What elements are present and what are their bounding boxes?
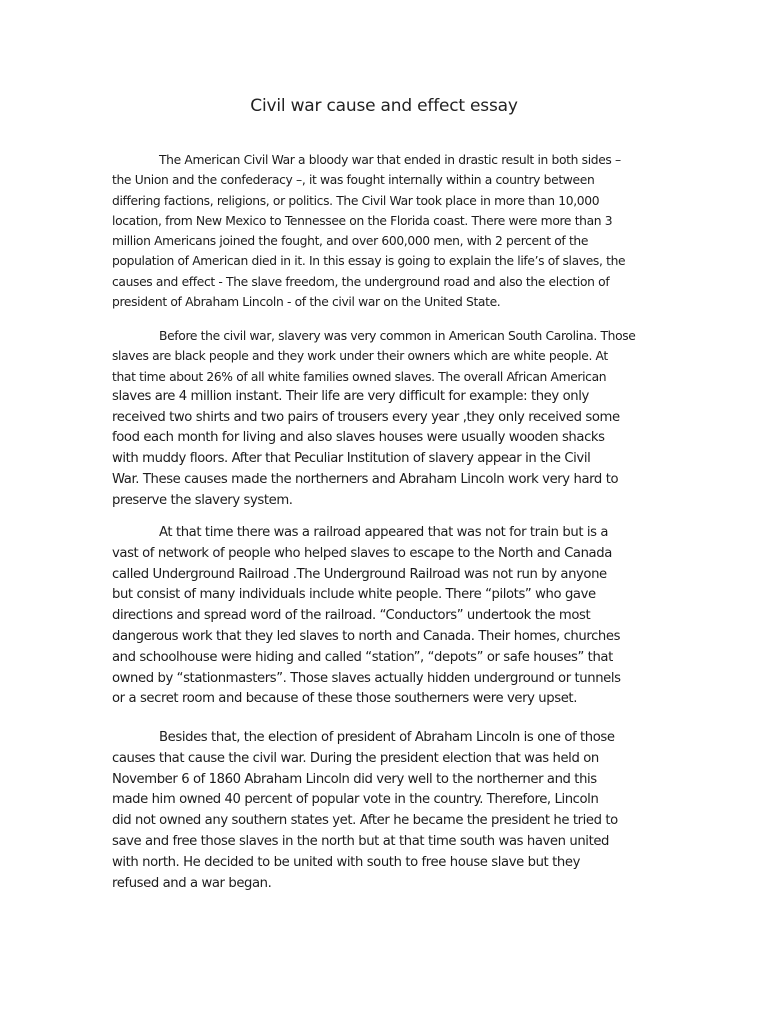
paragraph-line: Besides that, the election of president of Abraham Lincoln is one of those [159, 730, 615, 745]
paragraph-line: that time about 26% of all white families owned slaves. The overall African American [112, 369, 607, 384]
paragraph-line: The American Civil War a bloody war that ended in drastic result in both sides – [159, 153, 621, 167]
paragraph-line: owned by “stationmasters”. Those slaves actually hidden underground or tunnels [112, 670, 621, 686]
essay-title: Civil war cause and effect essay [250, 96, 518, 116]
paragraph-line: slaves are 4 million instant. Their life are very difficult for example: they only [112, 388, 589, 404]
paragraph-line: vast of network of people who helped slaves to escape to the North and Canada [112, 545, 612, 561]
paragraph-line: or a secret room and because of these those southerners were very upset. [112, 691, 577, 707]
paragraph-1 [112, 150, 672, 312]
paragraph-line: War. These causes made the northerners and Abraham Lincoln work very hard to [112, 472, 619, 488]
paragraph-line: but consist of many individuals include white people. There “pilots” who gave [112, 587, 596, 603]
paragraph-line: refused and a war began. [112, 875, 272, 891]
paragraph-line: president of Abraham Lincoln - of the civil war on the United State. [112, 295, 501, 310]
paragraph-line: food each month for living and also slaves houses were usually wooden shacks [112, 430, 605, 446]
paragraph-line: save and free those slaves in the north but at that time south was haven united [112, 833, 610, 849]
paragraph-line: directions and spread word of the railroad. “Conductors” undertook the most [112, 608, 591, 624]
paragraph-line: the Union and the confederacy –, it was fought internally within a country between [112, 173, 595, 188]
paragraph-line: slaves are black people and they work under their owners which are white people. At [112, 349, 608, 364]
paragraph-line: with muddy floors. After that Peculiar Institution of slavery appear in the Civil [112, 451, 591, 467]
paragraph-line: and schoolhouse were hiding and called “station”, “depots” or safe houses” that [112, 649, 613, 665]
paragraph-2 [112, 326, 672, 512]
paragraph-line: differing factions, religions, or politics. The Civil War took place in more than 10,000 [112, 193, 600, 208]
paragraph-line: made him owned 40 percent of popular vote in the country. Therefore, Lincoln [112, 792, 599, 808]
paragraph-line: November 6 of 1860 Abraham Lincoln did very well to the northerner and this [112, 771, 597, 787]
paragraph-line: location, from New Mexico to Tennessee on the Florida coast. There were more than 3 [112, 213, 613, 228]
paragraph-3 [112, 523, 672, 710]
paragraph-line: Before the civil war, slavery was very common in American South Carolina. Those [159, 329, 636, 343]
paragraph-line: dangerous work that they led slaves to north and Canada. Their homes, churches [112, 628, 621, 644]
paragraph-line: causes that cause the civil war. During the president election that was held on [112, 750, 599, 766]
paragraph-line: with north. He decided to be united with south to free house slave but they [112, 854, 580, 870]
paragraph-line: preserve the slavery system. [112, 492, 293, 508]
paragraph-line: causes and effect - The slave freedom, the underground road and also the election of [112, 274, 610, 289]
paragraph-line: million Americans joined the fought, and over 600,000 men, with 2 percent of the [112, 234, 589, 249]
paragraph-line: called Underground Railroad .The Underground Railroad was not run by anyone [112, 566, 607, 582]
paragraph-line: did not owned any southern states yet. After he became the president he tried to [112, 813, 618, 829]
paragraph-4 [112, 728, 672, 894]
paragraph-line: received two shirts and two pairs of trousers every year ,they only received some [112, 409, 620, 425]
paragraph-line: population of American died in it. In this essay is going to explain the life’s of slaves, the [112, 254, 626, 269]
paragraph-line: At that time there was a railroad appeared that was not for train but is a [159, 525, 609, 540]
